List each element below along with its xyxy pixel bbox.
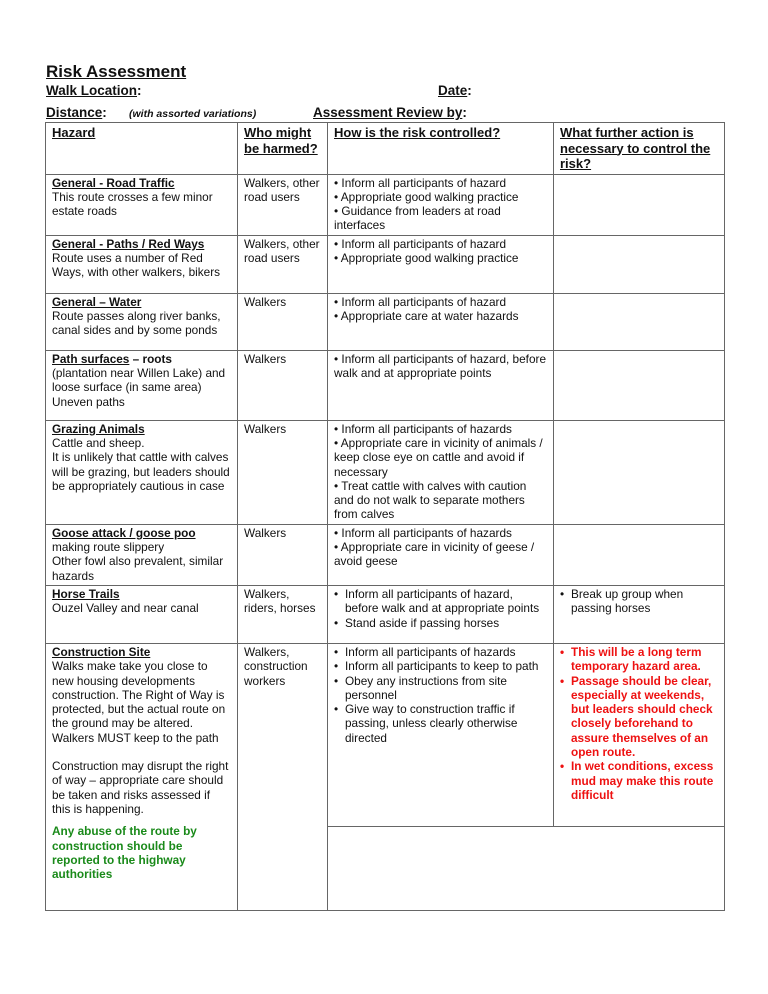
hazard-cell <box>46 235 238 293</box>
control-item: • Appropriate care at water hazards <box>334 309 547 323</box>
control-list <box>334 587 547 630</box>
hazard-desc: Route passes along river banks, canal sides and by some ponds <box>52 308 221 338</box>
header-control: How is the risk controlled? <box>328 123 554 175</box>
control-list <box>334 237 547 266</box>
who-cell: Walkers <box>238 420 328 524</box>
hazard-cell <box>46 585 238 643</box>
distance-label: Distance <box>46 105 103 120</box>
control-item: • Guidance from leaders at road interfaces <box>334 204 547 233</box>
hazard-title: General - Road Traffic <box>52 175 175 190</box>
control-list <box>334 526 547 569</box>
control-item: • Inform all participants of hazard <box>334 237 547 251</box>
further-list <box>560 587 718 616</box>
header-who: Who might be harmed? <box>238 123 328 175</box>
risk-table <box>45 122 725 911</box>
colon: : <box>102 105 107 120</box>
further-cell <box>554 643 725 826</box>
control-cell <box>328 350 554 420</box>
hazard-cell <box>46 524 238 585</box>
date-field <box>438 83 472 98</box>
hazard-title-extra: – roots <box>129 351 172 366</box>
control-item: • Appropriate good walking practice <box>334 251 547 265</box>
control-list <box>334 295 547 324</box>
walk-location-field <box>46 83 142 98</box>
further-cell <box>554 235 725 293</box>
distance-field <box>46 105 107 120</box>
further-cell <box>554 420 725 524</box>
header-further: What further action is necessary to control the risk? <box>554 123 725 175</box>
header-row <box>46 123 725 175</box>
hazard-cell <box>46 643 238 910</box>
control-item: • Inform all participants of hazard <box>334 295 547 309</box>
control-item: • Inform all participants of hazard <box>334 176 547 190</box>
hazard-title: Horse Trails <box>52 586 120 601</box>
review-field <box>313 105 467 120</box>
control-cell <box>328 293 554 350</box>
who-cell: Walkers, other road users <box>238 235 328 293</box>
hazard-desc: Ouzel Valley and near canal <box>52 601 199 616</box>
further-cell <box>554 524 725 585</box>
hazard-title: Path surfaces <box>52 351 130 366</box>
hazard-cell <box>46 420 238 524</box>
hazard-cell <box>46 293 238 350</box>
control-item: • Appropriate care in vicinity of animals / keep close eye on cattle and avoid if necessary <box>334 436 547 479</box>
further-item: • Break up group when passing horses <box>560 587 718 616</box>
control-cell <box>328 174 554 235</box>
table-row <box>46 643 725 826</box>
further-cell <box>554 174 725 235</box>
hazard-title: General – Water <box>52 294 142 309</box>
further-cell <box>554 585 725 643</box>
control-item: • Inform all participants of hazard, before walk and at appropriate points <box>334 352 547 381</box>
table-row <box>46 293 725 350</box>
colon: : <box>137 83 142 98</box>
further-item: • Passage should be clear, especially at weekends, but leaders should check closely beforehand to assure themselves of an open route. <box>560 674 718 760</box>
control-cell <box>328 235 554 293</box>
page-title: Risk Assessment <box>46 62 187 81</box>
further-item: • In wet conditions, excess mud may make this route difficult <box>560 759 718 802</box>
control-item: • Stand aside if passing horses <box>334 616 547 630</box>
hazard-title: Grazing Animals <box>52 421 145 436</box>
hazard-desc: This route crosses a few minor estate roads <box>52 189 213 219</box>
control-item: • Give way to construction traffic if passing, unless clearly otherwise directed <box>334 702 547 745</box>
walk-location-label: Walk Location <box>46 83 138 98</box>
hazard-desc-2: Uneven paths <box>52 394 125 409</box>
further-item: • This will be a long term temporary hazard area. <box>560 645 718 674</box>
control-item: • Appropriate good walking practice <box>334 190 547 204</box>
control-list <box>334 645 547 745</box>
hazard-cell <box>46 350 238 420</box>
hazard-cell <box>46 174 238 235</box>
control-item: • Inform all participants of hazards <box>334 526 547 540</box>
table-row <box>46 524 725 585</box>
control-item: • Inform all participants to keep to path <box>334 659 547 673</box>
hazard-desc: making route slippery <box>52 540 165 555</box>
table-row <box>46 420 725 524</box>
control-cell <box>328 420 554 524</box>
hazard-desc-2: Construction may disrupt the right of way – appropriate care should be taken and risks assessed if this is happening. <box>52 759 229 816</box>
control-item: • Inform all participants of hazards <box>334 645 547 659</box>
hazard-title: Goose attack / goose poo <box>52 525 196 540</box>
hazard-desc: Route uses a number of Red Ways, with other walkers, bikers <box>52 250 221 280</box>
control-cell <box>328 585 554 643</box>
control-item: • Inform all participants of hazard, before walk and at appropriate points <box>334 587 547 616</box>
date-label: Date <box>438 83 468 98</box>
control-cell <box>328 524 554 585</box>
colon: : <box>462 105 467 120</box>
table-row <box>46 350 725 420</box>
control-cell <box>328 643 554 826</box>
control-list <box>334 176 547 233</box>
hazard-desc: (plantation near Willen Lake) and loose surface (in same area) <box>52 365 226 395</box>
control-list <box>334 422 547 522</box>
control-item: • Appropriate care in vicinity of geese / avoid geese <box>334 540 547 569</box>
empty-cell <box>328 826 725 910</box>
hazard-title: Construction Site <box>52 644 151 659</box>
who-cell: Walkers <box>238 350 328 420</box>
control-item: • Inform all participants of hazards <box>334 422 547 436</box>
who-cell: Walkers <box>238 293 328 350</box>
further-list <box>560 645 718 802</box>
who-cell: Walkers, riders, horses <box>238 585 328 643</box>
further-cell <box>554 350 725 420</box>
hazard-note: Any abuse of the route by construction should be reported to the highway authorities <box>52 824 197 882</box>
control-list <box>334 352 547 381</box>
header-hazard: Hazard <box>46 123 238 175</box>
hazard-desc-2: Other fowl also prevalent, similar hazards <box>52 554 224 583</box>
hazard-desc: Cattle and sheep. <box>52 435 145 450</box>
hazard-desc: Walks make take you close to new housing developments construction. The Right of Way is protected, but the actual route on the ground may be altered. Walkers MUST keep to the path <box>52 659 226 745</box>
who-cell: Walkers, construction workers <box>238 643 328 910</box>
distance-note: (with assorted variations) <box>129 108 257 120</box>
further-cell <box>554 293 725 350</box>
hazard-desc-2: It is unlikely that cattle with calves will be grazing, but leaders should be appropriately cautious in case <box>52 450 230 493</box>
who-cell: Walkers, other road users <box>238 174 328 235</box>
spacer <box>52 745 231 759</box>
colon: : <box>467 83 472 98</box>
hazard-title-line <box>52 352 231 366</box>
control-item: • Obey any instructions from site personnel <box>334 674 547 703</box>
control-item: • Treat cattle with calves with caution and do not walk to separate mothers from calves <box>334 479 547 522</box>
table-row <box>46 235 725 293</box>
review-label: Assessment Review by <box>313 105 463 120</box>
who-cell: Walkers <box>238 524 328 585</box>
table-row <box>46 585 725 643</box>
table-row <box>46 174 725 235</box>
spacer <box>52 816 231 824</box>
hazard-title: General - Paths / Red Ways <box>52 236 205 251</box>
